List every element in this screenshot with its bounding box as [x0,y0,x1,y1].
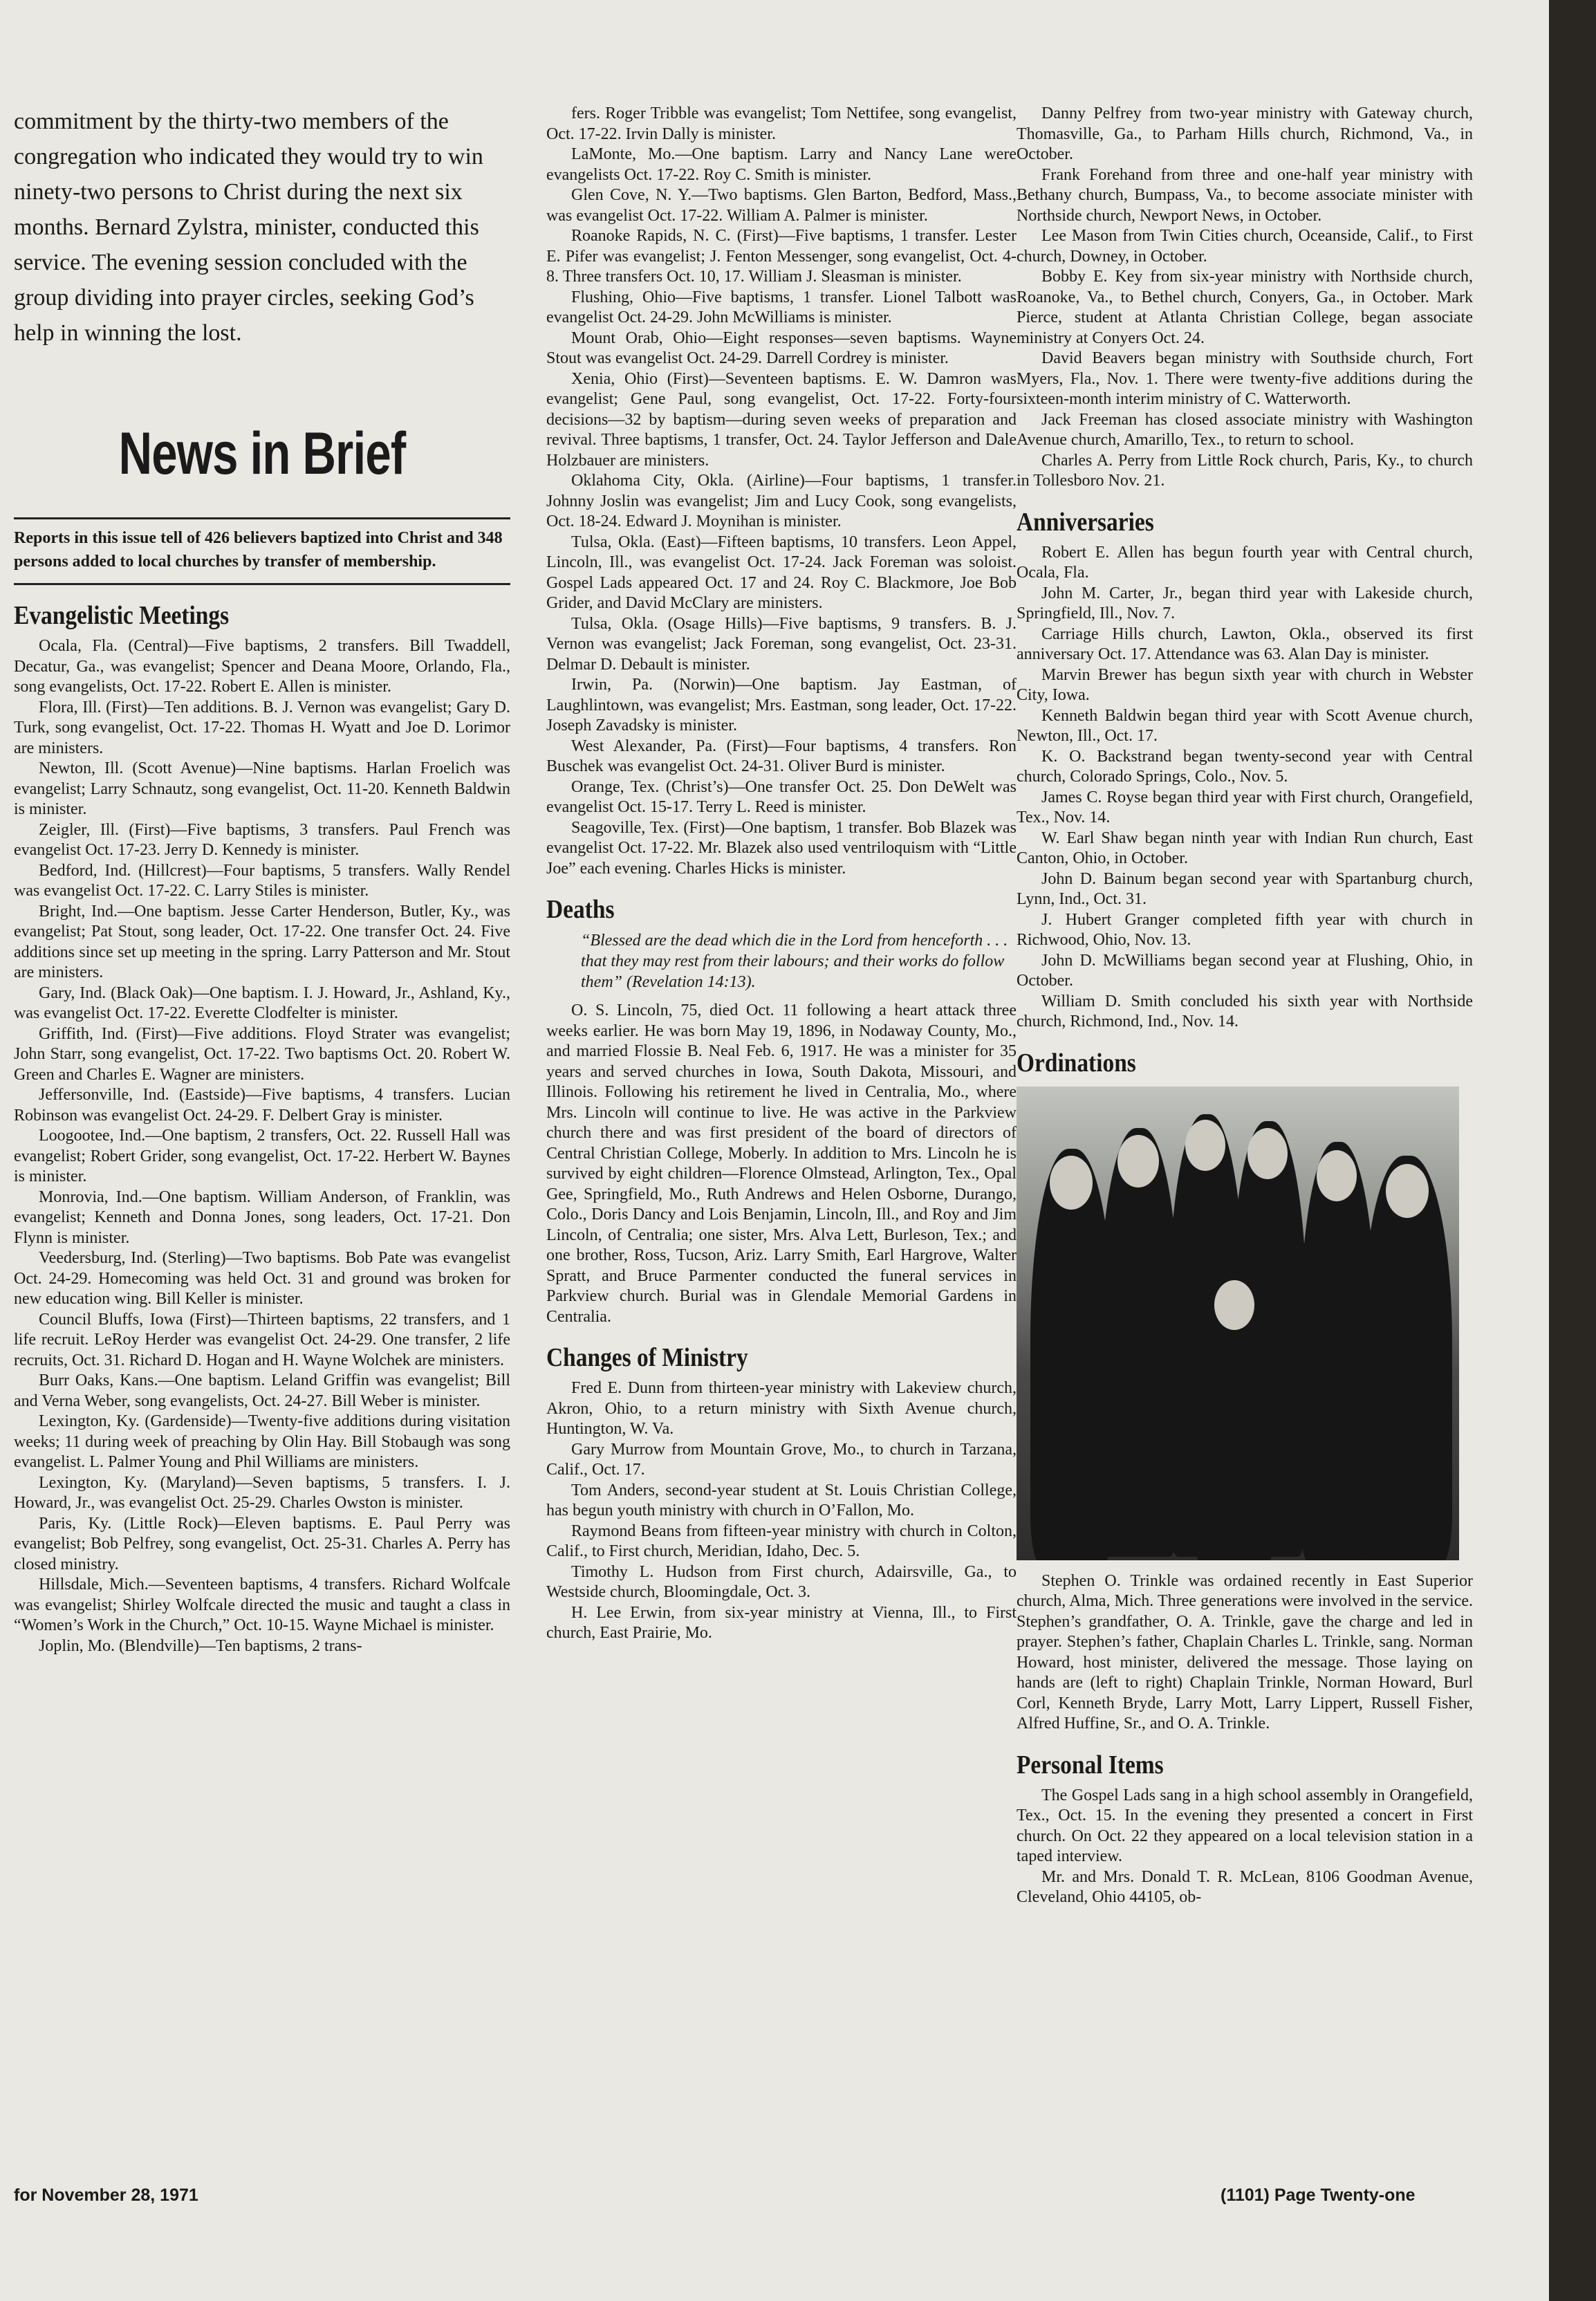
news-entry: LaMonte, Mo.—One baptism. Larry and Nancy Lane were evangelists Oct. 17-22. Roy C. Smith is minister. [546,145,1017,184]
news-entry: Orange, Tex. (Christ’s)—One transfer Oct. 25. Don DeWelt was evangelist Oct. 15-17. Terry L. Reed is minister. [546,777,1017,816]
footer-page-number: (1101) Page Twenty-one [1221,2186,1416,2205]
news-entry: Hillsdale, Mich.—Seventeen baptisms, 4 transfers. Richard Wolfcale was evangelist; Shirley Wolfcale directed the music and taught a class in “Women’s Work in the Church,” Oct. 10-15. Wayne Michael is minister. [14,1575,510,1634]
evangelistic-list-middle [546,104,1017,879]
news-entry: Timothy L. Hudson from First church, Adairsville, Ga., to Westside church, Bloomingdale, Oct. 3. [546,1562,1017,1601]
changes-heading: Changes of Ministry [546,1343,748,1372]
news-entry: John D. McWilliams began second year at Flushing, Ohio, in October. [1017,951,1473,990]
news-entry: Oklahoma City, Okla. (Airline)—Four baptisms, 1 transfer. Johnny Joslin was evangelist; Jim and Lucy Cook, song evangelists, Oct. 18-24. Edward J. Moynihan is minister. [546,472,1017,530]
news-entry: James C. Royse began third year with First church, Orangefield, Tex., Nov. 14. [1017,788,1473,826]
news-entry: O. S. Lincoln, 75, died Oct. 11 following a heart attack three weeks earlier. He was born May 19, 1896, in Nodaway County, Mo., and married Flossie B. Neal Feb. 6, 1917. He was a minister for 35 years and served churches in Iowa, South Dakota, Missouri, and Illinois. Following his retirement he lived in Centralia, Mo., where Mrs. Lincoln will continue to live. He was active in the Parkview church there and was first president of the board of directors of Central Christian College, Moberly. In addition to Mrs. Lincoln he is survived by eight children—Florence Olmstead, Arlington, Tex., Opal Gee, Springfield, Mo., Ruth Andrews and Helen Osborne, Durango, Colo., Doris Dancy and Lois Benjamin, Lincoln, Ill., and Roy and Jim Lincoln, of Centralia; one sister, Mrs. Alva Lett, Burleson, Tex.; and one brother, Ross, Tucson, Ariz. Larry Smith, Earl Hargrove, Walter Spratt, and Bruce Parmenter conducted the funeral services in Parkview church. Burial was in Glendale Memorial Gardens in Centralia. [546,1001,1017,1326]
news-entry: Griffith, Ind. (First)—Five additions. Floyd Strater was evangelist; John Starr, song evangelist, Oct. 17-22. Two baptisms Oct. 20. Robert W. Green and Charles E. Wagner are ministers. [14,1024,510,1084]
news-entry: Mr. and Mrs. Donald T. R. McLean, 8106 Goodman Avenue, Cleveland, Ohio 44105, ob- [1017,1867,1473,1906]
news-entry: John M. Carter, Jr., began third year with Lakeside church, Springfield, Ill., Nov. 7. [1017,584,1473,622]
news-entry: Kenneth Baldwin began third year with Scott Avenue church, Newton, Ill., Oct. 17. [1017,706,1473,745]
anniversaries-heading: Anniversaries [1017,507,1154,537]
column-left [14,104,510,1656]
news-entry: W. Earl Shaw began ninth year with Indian Run church, East Canton, Ohio, in October. [1017,829,1473,867]
news-entry: Loogootee, Ind.—One baptism, 2 transfers, Oct. 22. Russell Hall was evangelist; Robert Grider, song evangelist, Oct. 17-22. Herbert W. Baynes is minister. [14,1127,510,1185]
personal-heading: Personal Items [1017,1750,1164,1780]
news-entry: Council Bluffs, Iowa (First)—Thirteen baptisms, 22 transfers, and 1 life recruit. LeRoy Herder was evangelist Oct. 24-29. One transfer, 2 life recruits, Oct. 31. Richard D. Hogan and H. Wayne Wolchek are ministers. [14,1310,510,1369]
news-entry: Veedersburg, Ind. (Sterling)—Two baptisms. Bob Pate was evangelist Oct. 24-29. Homecoming was held Oct. 31 and ground was broken for new education wing. Bill Keller is minister. [14,1249,510,1308]
news-entry: Gary, Ind. (Black Oak)—One baptism. I. J. Howard, Jr., Ashland, Ky., was evangelist Oct. 17-22. Everette Clodfelter is minister. [14,983,510,1022]
news-entry: John D. Bainum began second year with Spartanburg church, Lynn, Ind., Oct. 31. [1017,869,1473,908]
news-entry: fers. Roger Tribble was evangelist; Tom Nettifee, song evangelist, Oct. 17-22. Irvin Dally is minister. [546,104,1017,143]
news-entry: Fred E. Dunn from thirteen-year ministry with Lakeview church, Akron, Ohio, to a return ministry with Sixth Avenue church, Huntington, W. Va. [546,1379,1017,1438]
news-entry: Gary Murrow from Mountain Grove, Mo., to church in Tarzana, Calif., Oct. 17. [546,1440,1017,1479]
news-entry: Irwin, Pa. (Norwin)—One baptism. Jay Eastman, of Laughlintown, was evangelist; Mrs. Eastman, song leader, Oct. 17-22. Joseph Zavadsky is minister. [546,676,1017,734]
news-entry: J. Hubert Granger completed fifth year with church in Richwood, Ohio, Nov. 13. [1017,910,1473,949]
news-entry: Lee Mason from Twin Cities church, Oceanside, Calif., to First church, Downey, in October. [1017,227,1473,266]
news-entry: Jeffersonville, Ind. (Eastside)—Five baptisms, 4 transfers. Lucian Robinson was evangelist Oct. 24-29. F. Delbert Gray is minister. [14,1086,510,1125]
news-entry: Burr Oaks, Kans.—One baptism. Leland Griffin was evangelist; Bill and Verna Weber, song evangelists, Oct. 24-27. Bill Weber is minister. [14,1371,510,1410]
news-entry: Flora, Ill. (First)—Ten additions. B. J. Vernon was evangelist; Gary D. Turk, song evangelist, Oct. 17-22. Thomas H. Wyatt and Joe D. Lorimor are ministers. [14,698,510,757]
news-entry: Danny Pelfrey from two-year ministry with Gateway church, Thomasville, Ga., to Parham Hills church, Richmond, Va., in October. [1017,104,1473,163]
evangelistic-heading: Evangelistic Meetings [14,601,230,630]
changes-list-middle [546,1378,1017,1644]
news-entry: Bright, Ind.—One baptism. Jesse Carter Henderson, Butler, Ky., was evangelist; Pat Stout, song leader, Oct. 17-22. One transfer Oct. 24. Five additions since set up meeting in the spring. Larry Patterson and Mr. Stout are ministers. [14,902,510,981]
news-entry: Newton, Ill. (Scott Avenue)—Nine baptisms. Harlan Froelich was evangelist; Larry Schnautz, song evangelist, Oct. 11-20. Kenneth Baldwin is minister. [14,759,510,818]
news-entry: Tulsa, Okla. (Osage Hills)—Five baptisms, 9 transfers. B. J. Vernon was evangelist; Jack Foreman, song evangelist, Oct. 23-31. Delmar D. Debault is minister. [546,614,1017,674]
news-entry: The Gospel Lads sang in a high school assembly in Orangefield, Tex., Oct. 15. In the evening they presented a concert in First church. On Oct. 22 they appeared on a local television station in a taped interview. [1017,1786,1473,1865]
news-entry: Carriage Hills church, Lawton, Okla., observed its first anniversary Oct. 17. Attendance was 63. Alan Day is minister. [1017,625,1473,663]
news-entry: David Beavers began ministry with Southside church, Fort Myers, Fla., Nov. 1. There were twenty-five additions during the sixteen-month interim ministry of C. Watterworth. [1017,349,1473,408]
news-entry: Tulsa, Okla. (East)—Fifteen baptisms, 10 transfers. Leon Appel, Lincoln, Ill., was evangelist Oct. 17-24. Jack Foreman was soloist. Gospel Lads appeared Oct. 17 and 24. Roy C. Blackmore, Joe Bob Grider, and David McClary are ministers. [546,533,1017,612]
news-entry: Joplin, Mo. (Blendville)—Ten baptisms, 2 trans- [39,1636,362,1655]
headline-rule-bottom [14,583,510,585]
news-entry: Glen Cove, N. Y.—Two baptisms. Glen Barton, Bedford, Mass., was evangelist Oct. 17-22. William A. Palmer is minister. [546,186,1017,225]
news-entry: K. O. Backstrand began twenty-second year with Central church, Colorado Springs, Colo., Nov. 5. [1017,747,1473,786]
deaths-heading: Deaths [546,895,615,924]
intro-paragraph: commitment by the thirty-two members of the congregation who indicated they would try to win ninety-two persons to Christ during the next six months. Bernard Zylstra, minister, conducted this service. The evening session concluded with the group dividing into prayer circles, seeking God’s help in winning the lost. [14,109,483,346]
news-entry: Flushing, Ohio—Five baptisms, 1 transfer. Lionel Talbott was evangelist Oct. 24-29. John McWilliams is minister. [546,288,1017,326]
news-entry: Seagoville, Tex. (First)—One baptism, 1 transfer. Bob Blazek was evangelist Oct. 17-22. Mr. Blazek also used ventriloquism with “Little Joe” each evening. Charles Hicks is minister. [546,818,1017,878]
news-entry: Marvin Brewer has begun sixth year with church in Webster City, Iowa. [1017,665,1473,704]
news-entry: West Alexander, Pa. (First)—Four baptisms, 4 transfers. Ron Buschek was evangelist Oct. 24-31. Oliver Burd is minister. [546,737,1017,775]
news-entry: Paris, Ky. (Little Rock)—Eleven baptisms. E. Paul Perry was evangelist; Bob Pelfrey, song evangelist, Oct. 25-31. Charles A. Perry has closed ministry. [14,1514,510,1573]
column-middle [546,104,1017,1644]
column-right [1017,104,1473,1908]
news-entry: Bobby E. Key from six-year ministry with Northside church, Roanoke, Va., to Bethel church, Conyers, Ga., in October. Mark Pierce, student at Atlanta Christian College, began associate ministry at Conyers Oct. 24. [1017,268,1473,347]
headline-rule-top [14,517,510,519]
ordination-caption: Stephen O. Trinkle was ordained recently in East Superior church, Alma, Mich. Three generations were involved in the service. Stephen’s grandfather, O. A. Trinkle, gave the charge and led in prayer. Stephen’s father, Chaplain Charles L. Trinkle, sang. Norman Howard, host minister, delivered the message. Those laying on hands are (left to right) Chaplain Trinkle, Norman Howard, Burl Corl, Kenneth Bryde, Larry Mott, Larry Lippert, Russell Fisher, Alfred Huffine, Sr., and O. A. Trinkle. [1017,1571,1473,1732]
news-entry: Charles A. Perry from Little Rock church, Paris, Ky., to church in Tollesboro Nov. 21. [1017,451,1473,490]
news-entry: Robert E. Allen has begun fourth year with Central church, Ocala, Fla. [1017,543,1473,582]
news-entry: William D. Smith concluded his sixth year with Northside church, Richmond, Ind., Nov. 14. [1017,992,1473,1031]
news-entry: Tom Anders, second-year student at St. Louis Christian College, has begun youth ministry with church in O’Fallon, Mo. [546,1481,1017,1519]
ordinations-heading: Ordinations [1017,1048,1136,1078]
intro-note: Reports in this issue tell of 426 believers baptized into Christ and 348 persons added to local churches by transfer of membership. [14,529,503,571]
news-entry: Ocala, Fla. (Central)—Five baptisms, 2 transfers. Bill Twaddell, Decatur, Ga., was evangelist; Spencer and Deana Moore, Orlando, Fla., song evangelists, Oct. 17-22. Robert E. Allen is minister. [14,637,510,696]
news-entry: Roanoke Rapids, N. C. (First)—Five baptisms, 1 transfer. Lester E. Pifer was evangelist; J. Fenton Messenger, song evangelist, Oct. 4-8. Three transfers Oct. 10, 17. William J. Sleasman is minister. [546,227,1017,286]
page-headline: News in Brief [118,421,406,487]
changes-list-right [1017,104,1473,492]
news-entry: Lexington, Ky. (Maryland)—Seven baptisms, 5 transfers. I. J. Howard, Jr., was evangelist Oct. 25-29. Charles Owston is minister. [14,1473,510,1512]
deaths-list [546,1001,1017,1327]
personal-items-list [1017,1786,1473,1908]
news-entry: H. Lee Erwin, from six-year ministry at Vienna, Ill., to First church, East Prairie, Mo. [546,1603,1017,1642]
news-entry: Raymond Beans from fifteen-year ministry with church in Colton, Calif., to First church, Meridian, Idaho, Dec. 5. [546,1522,1017,1560]
news-entry: Zeigler, Ill. (First)—Five baptisms, 3 transfers. Paul French was evangelist Oct. 17-23. Jerry D. Kennedy is minister. [14,820,510,859]
evangelistic-list-left [14,636,510,1656]
news-entry: Frank Forehand from three and one-half year ministry with Bethany church, Bumpass, Va., to become associate minister with Northside church, Newport News, in October. [1017,165,1473,225]
news-entry: Monrovia, Ind.—One baptism. William Anderson, of Franklin, was evangelist; Kenneth and Donna Jones, song leaders, Oct. 17-21. Don Flynn is minister. [14,1188,510,1247]
deaths-quote: “Blessed are the dead which die in the Lord from henceforth . . . that they may rest from their labours; and their works do follow them” (Revelation 14:13). [581,932,1008,991]
footer-date: for November 28, 1971 [14,2186,198,2205]
anniversaries-list [1017,543,1473,1033]
news-entry: Mount Orab, Ohio—Eight responses—seven baptisms. Wayne Stout was evangelist Oct. 24-29. Darrell Cordrey is minister. [546,329,1017,367]
ordination-photo [1017,1087,1459,1560]
news-entry: Xenia, Ohio (First)—Seventeen baptisms. E. W. Damron was evangelist; Gene Paul, song evangelist, Oct. 17-22. Forty-four decisions—32 by baptism—during seven weeks of preparation and revival. Three baptisms, 1 transfer, Oct. 24. Taylor Jefferson and Dale Holzbauer are ministers. [546,369,1017,470]
news-entry: Lexington, Ky. (Gardenside)—Twenty-five additions during visitation weeks; 11 during week of preaching by Olin Hay. Bill Stobaugh was song evangelist. L. Palmer Young and Phil Williams are ministers. [14,1412,510,1471]
news-entry: Bedford, Ind. (Hillcrest)—Four baptisms, 5 transfers. Wally Rendel was evangelist Oct. 17-22. C. Larry Stiles is minister. [14,861,510,900]
news-entry: Jack Freeman has closed associate ministry with Washington Avenue church, Amarillo, Tex., to return to school. [1017,410,1473,449]
